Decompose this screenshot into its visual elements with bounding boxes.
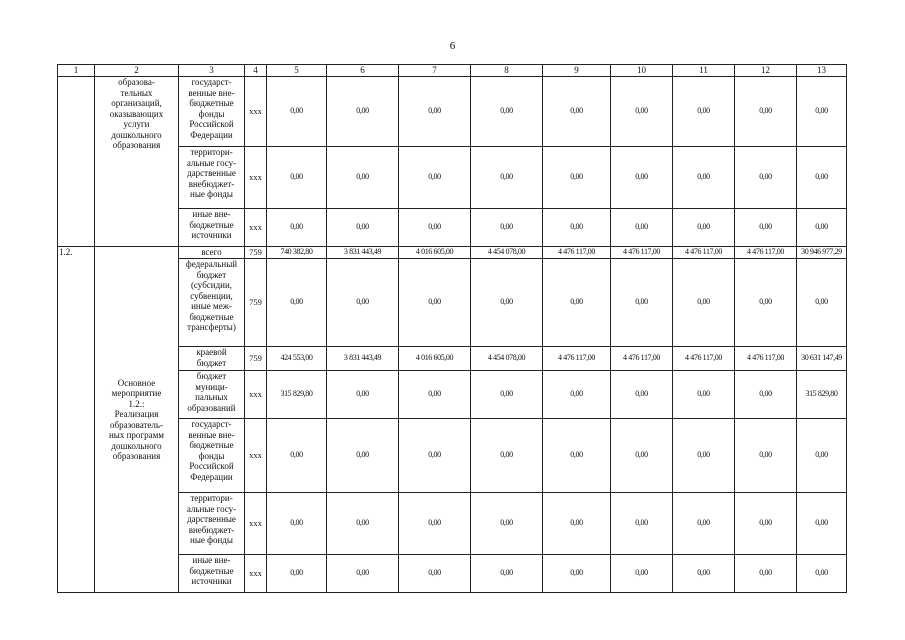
value-col-9: 0,00 xyxy=(543,147,611,209)
value-col-10: 4 476 117,00 xyxy=(611,347,673,371)
value-col-10: 0,00 xyxy=(611,555,673,593)
value-col-8: 0,00 xyxy=(471,371,543,419)
funding-source: федеральный бюджет (субсидии, субвенции, иные меж- бюджетные трансферты) xyxy=(179,259,245,347)
value-col-8: 4 454 078,00 xyxy=(471,347,543,371)
value-col-5: 0,00 xyxy=(267,147,327,209)
value-col-8: 0,00 xyxy=(471,77,543,147)
budget-code: ххх xyxy=(245,209,267,247)
value-col-7: 0,00 xyxy=(399,419,471,493)
value-col-9: 4 476 117,00 xyxy=(543,247,611,259)
group2-number: 1.2. xyxy=(58,247,95,593)
value-col-7: 0,00 xyxy=(399,77,471,147)
funding-source: иные вне- бюджетные источники xyxy=(179,555,245,593)
funding-source: территори- альные госу- дарственные внебюджет- ные фонды xyxy=(179,147,245,209)
header-col-3: 3 xyxy=(179,65,245,77)
header-row xyxy=(58,65,847,77)
page-number: 6 xyxy=(449,40,456,52)
group2-name: Основное мероприятие 1.2.: Реализация образователь- ных программ дошкольного образования xyxy=(95,247,179,593)
value-col-9: 0,00 xyxy=(543,77,611,147)
header-col-12: 12 xyxy=(735,65,797,77)
value-col-9: 0,00 xyxy=(543,259,611,347)
value-col-6: 0,00 xyxy=(327,209,399,247)
value-col-5: 740 382,80 xyxy=(267,247,327,259)
value-col-9: 0,00 xyxy=(543,419,611,493)
value-col-5: 0,00 xyxy=(267,209,327,247)
value-col-5: 0,00 xyxy=(267,77,327,147)
table-row xyxy=(58,247,847,259)
value-col-8: 0,00 xyxy=(471,555,543,593)
value-col-12: 0,00 xyxy=(735,371,797,419)
budget-code: 759 xyxy=(245,247,267,259)
budget-code: ххх xyxy=(245,419,267,493)
value-col-11: 0,00 xyxy=(673,209,735,247)
value-col-6: 0,00 xyxy=(327,419,399,493)
value-col-11: 0,00 xyxy=(673,77,735,147)
value-col-11: 4 476 117,00 xyxy=(673,347,735,371)
value-col-9: 0,00 xyxy=(543,209,611,247)
funding-source: государст- венные вне- бюджетные фонды Российской Федерации xyxy=(179,419,245,493)
value-col-10: 4 476 117,00 xyxy=(611,247,673,259)
value-col-13: 30 631 147,49 xyxy=(797,347,847,371)
value-col-6: 0,00 xyxy=(327,77,399,147)
value-col-9: 4 476 117,00 xyxy=(543,347,611,371)
value-col-5: 0,00 xyxy=(267,555,327,593)
value-col-12: 0,00 xyxy=(735,259,797,347)
header-col-5: 5 xyxy=(267,65,327,77)
funding-source: иные вне- бюджетные источники xyxy=(179,209,245,247)
header-col-4: 4 xyxy=(245,65,267,77)
value-col-7: 0,00 xyxy=(399,147,471,209)
header-col-7: 7 xyxy=(399,65,471,77)
value-col-11: 0,00 xyxy=(673,147,735,209)
value-col-5: 0,00 xyxy=(267,493,327,555)
value-col-8: 0,00 xyxy=(471,419,543,493)
budget-code: ххх xyxy=(245,555,267,593)
value-col-12: 0,00 xyxy=(735,147,797,209)
value-col-10: 0,00 xyxy=(611,371,673,419)
value-col-6: 0,00 xyxy=(327,259,399,347)
value-col-10: 0,00 xyxy=(611,259,673,347)
table-row xyxy=(58,77,847,147)
budget-code: ххх xyxy=(245,77,267,147)
value-col-12: 0,00 xyxy=(735,555,797,593)
budget-code: 759 xyxy=(245,347,267,371)
value-col-7: 0,00 xyxy=(399,371,471,419)
funding-source: краевой бюджет xyxy=(179,347,245,371)
value-col-12: 0,00 xyxy=(735,493,797,555)
value-col-8: 4 454 078,00 xyxy=(471,247,543,259)
value-col-11: 0,00 xyxy=(673,493,735,555)
header-col-11: 11 xyxy=(673,65,735,77)
budget-code: 759 xyxy=(245,259,267,347)
group1-number xyxy=(58,77,95,247)
value-col-9: 0,00 xyxy=(543,493,611,555)
value-col-13: 0,00 xyxy=(797,493,847,555)
value-col-5: 424 553,00 xyxy=(267,347,327,371)
funding-source: государст- венные вне- бюджетные фонды Российской Федерации xyxy=(179,77,245,147)
value-col-7: 0,00 xyxy=(399,259,471,347)
value-col-9: 0,00 xyxy=(543,555,611,593)
budget-code: ххх xyxy=(245,147,267,209)
value-col-11: 0,00 xyxy=(673,555,735,593)
value-col-7: 0,00 xyxy=(399,493,471,555)
value-col-12: 0,00 xyxy=(735,419,797,493)
value-col-11: 0,00 xyxy=(673,259,735,347)
value-col-11: 4 476 117,00 xyxy=(673,247,735,259)
value-col-8: 0,00 xyxy=(471,493,543,555)
value-col-12: 4 476 117,00 xyxy=(735,347,797,371)
header-col-1: 1 xyxy=(58,65,95,77)
value-col-12: 4 476 117,00 xyxy=(735,247,797,259)
value-col-6: 0,00 xyxy=(327,493,399,555)
value-col-10: 0,00 xyxy=(611,493,673,555)
funding-source: всего xyxy=(179,247,245,259)
value-col-7: 4 016 605,00 xyxy=(399,247,471,259)
value-col-13: 315 829,80 xyxy=(797,371,847,419)
value-col-6: 0,00 xyxy=(327,371,399,419)
header-col-9: 9 xyxy=(543,65,611,77)
header-col-8: 8 xyxy=(471,65,543,77)
value-col-7: 4 016 605,00 xyxy=(399,347,471,371)
value-col-6: 3 831 443,49 xyxy=(327,347,399,371)
budget-table xyxy=(57,64,847,593)
header-col-10: 10 xyxy=(611,65,673,77)
value-col-10: 0,00 xyxy=(611,209,673,247)
header-col-2: 2 xyxy=(95,65,179,77)
funding-source: бюджет муници- пальных образований xyxy=(179,371,245,419)
value-col-12: 0,00 xyxy=(735,77,797,147)
value-col-13: 0,00 xyxy=(797,209,847,247)
value-col-10: 0,00 xyxy=(611,419,673,493)
value-col-7: 0,00 xyxy=(399,209,471,247)
funding-source: территори- альные госу- дарственные внебюджет- ные фонды xyxy=(179,493,245,555)
value-col-8: 0,00 xyxy=(471,259,543,347)
value-col-10: 0,00 xyxy=(611,77,673,147)
budget-code: ххх xyxy=(245,493,267,555)
value-col-9: 0,00 xyxy=(543,371,611,419)
value-col-11: 0,00 xyxy=(673,419,735,493)
value-col-5: 315 829,80 xyxy=(267,371,327,419)
value-col-12: 0,00 xyxy=(735,209,797,247)
value-col-10: 0,00 xyxy=(611,147,673,209)
value-col-11: 0,00 xyxy=(673,371,735,419)
value-col-13: 0,00 xyxy=(797,77,847,147)
value-col-13: 0,00 xyxy=(797,419,847,493)
value-col-13: 30 946 977,29 xyxy=(797,247,847,259)
value-col-5: 0,00 xyxy=(267,259,327,347)
header-col-6: 6 xyxy=(327,65,399,77)
value-col-13: 0,00 xyxy=(797,259,847,347)
value-col-8: 0,00 xyxy=(471,147,543,209)
budget-code: ххх xyxy=(245,371,267,419)
value-col-6: 3 831 443,49 xyxy=(327,247,399,259)
value-col-13: 0,00 xyxy=(797,147,847,209)
value-col-7: 0,00 xyxy=(399,555,471,593)
group1-name: образова- тельных организаций, оказывающих услуги дошкольного образования xyxy=(95,77,179,247)
value-col-6: 0,00 xyxy=(327,147,399,209)
value-col-6: 0,00 xyxy=(327,555,399,593)
value-col-8: 0,00 xyxy=(471,209,543,247)
value-col-5: 0,00 xyxy=(267,419,327,493)
header-col-13: 13 xyxy=(797,65,847,77)
value-col-13: 0,00 xyxy=(797,555,847,593)
